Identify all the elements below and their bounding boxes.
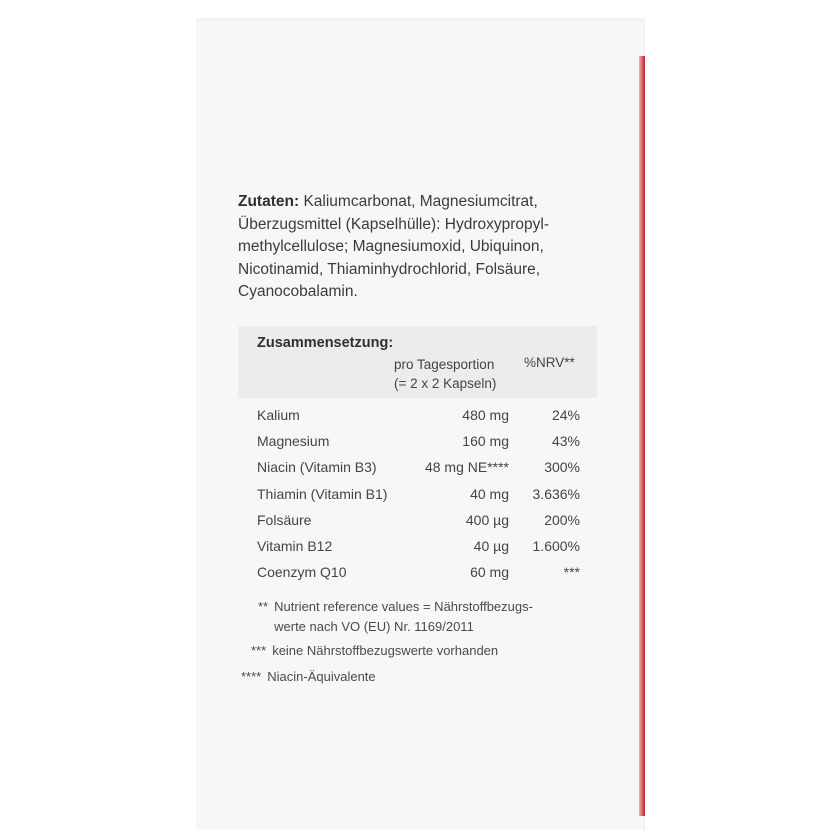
footnote-text: keine Nährstoffbezugswerte vorhanden	[272, 643, 499, 658]
nutrient-name: Magnesium	[257, 433, 330, 450]
nutrient-name: Thiamin (Vitamin B1)	[257, 485, 388, 502]
nutrient-nrv: 3.636%	[532, 485, 580, 502]
table-row	[238, 481, 597, 507]
footnote-no-reference	[251, 641, 498, 661]
ingredients-line-5: Cyanocobalamin.	[238, 283, 358, 300]
footnote-niacin-equivalents	[241, 667, 376, 687]
ingredients-line-2: Überzugsmittel (Kapselhülle): Hydroxypropyl-	[238, 215, 549, 233]
ingredients-line-1: Kaliumcarbonat, Magnesiumcitrat,	[299, 193, 538, 210]
ingredients-text	[238, 191, 598, 304]
column-header-amount-line-1: pro Tagesportion	[394, 357, 495, 372]
footnote-marker: **	[258, 599, 269, 614]
nutrient-nrv: ***	[563, 564, 580, 581]
table-row	[238, 559, 597, 585]
table-row	[238, 402, 597, 428]
nutrient-nrv: 1.600%	[532, 537, 580, 554]
footnote-text-line-2: werte nach VO (EU) Nr. 1169/2011	[274, 619, 474, 634]
nutrient-amount: 160 mg	[462, 433, 509, 450]
nutrient-name: Folsäure	[257, 511, 312, 528]
composition-title: Zusammensetzung:	[257, 335, 394, 351]
nutrient-amount: 480 mg	[462, 407, 509, 423]
nutrient-nrv: 300%	[544, 459, 580, 476]
footnote-text: Niacin-Äquivalente	[267, 669, 376, 684]
footnote-nrv	[258, 597, 533, 637]
package-red-edge	[639, 56, 645, 816]
table-row	[238, 507, 597, 533]
nutrient-amount: 48 mg NE****	[424, 459, 509, 476]
nutrient-nrv: 43%	[551, 433, 580, 450]
column-header-amount	[394, 355, 496, 393]
table-row	[238, 454, 597, 480]
column-header-amount-line-2: (= 2 x 2 Kapseln)	[394, 376, 497, 391]
nutrient-nrv: 200%	[544, 511, 580, 528]
footnote-marker: ***	[251, 643, 267, 658]
nutrient-amount: 40 µg	[473, 537, 509, 554]
ingredients-line-3: methylcellulose; Magnesiumoxid, Ubiquinon,	[238, 238, 544, 255]
ingredients-line-4: Nicotinamid, Thiaminhydrochlorid, Folsäure,	[238, 260, 541, 278]
column-header-nrv: %NRV**	[524, 355, 575, 370]
nutrient-name: Coenzym Q10	[257, 564, 347, 581]
nutrient-name: Kalium	[257, 407, 300, 423]
nutrient-name: Niacin (Vitamin B3)	[257, 459, 377, 476]
package-top-edge	[196, 18, 645, 24]
nutrient-amount: 40 mg	[470, 485, 509, 502]
footnote-text-line-1: Nutrient reference values = Nährstoffbezugs-	[274, 599, 533, 614]
nutrient-name: Vitamin B12	[257, 537, 333, 554]
nutrient-nrv: 24%	[551, 407, 580, 423]
footnote-marker: ****	[241, 669, 262, 684]
table-row	[238, 533, 597, 559]
nutrient-amount: 60 mg	[470, 564, 509, 581]
table-row	[238, 428, 597, 454]
ingredients-label: Zutaten:	[238, 193, 300, 210]
nutrient-amount: 400 µg	[465, 511, 509, 528]
composition-table-rows	[238, 402, 597, 585]
